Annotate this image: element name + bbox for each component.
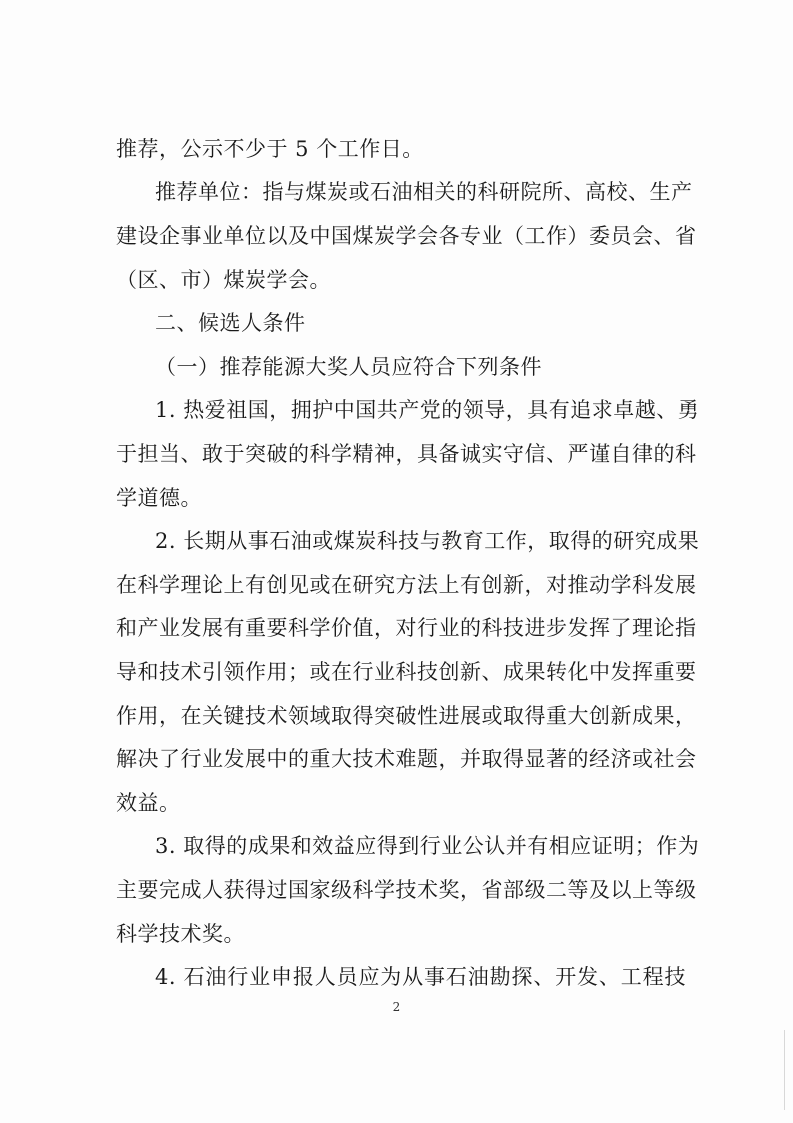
text-line: 科学技术奖。 bbox=[116, 922, 245, 946]
text-line: 2. 长期从事石油或煤炭科技与教育工作，取得的研究成果 bbox=[155, 529, 700, 553]
text-line: 解决了行业发展中的重大技术难题，并取得显著的经济或社会 bbox=[116, 747, 697, 771]
text-line: 推荐，公示不少于 5 个工作日。 bbox=[116, 137, 424, 161]
scan-edge-shadow bbox=[784, 1030, 785, 1110]
text-line: 和产业发展有重要科学价值，对行业的科技进步发挥了理论指 bbox=[116, 616, 697, 640]
text-line: 导和技术引领作用；或在行业科技创新、成果转化中发挥重要 bbox=[116, 660, 697, 684]
section-heading: 二、候选人条件 bbox=[155, 311, 306, 335]
text-line: 推荐单位：指与煤炭或石油相关的科研院所、高校、生产 bbox=[155, 180, 693, 204]
page-number: 2 bbox=[392, 1000, 401, 1014]
text-line: 学道德。 bbox=[116, 486, 202, 510]
subsection-heading: （一）推荐能源大奖人员应符合下列条件 bbox=[155, 355, 542, 379]
text-line: 4. 石油行业申报人员应为从事石油勘探、开发、工程技 bbox=[155, 965, 686, 989]
text-line: 在科学理论上有创见或在研究方法上有创新，对推动学科发展 bbox=[116, 573, 697, 597]
text-line: 建设企事业单位以及中国煤炭学会各专业（工作）委员会、省 bbox=[116, 224, 697, 248]
text-line: （区、市）煤炭学会。 bbox=[116, 268, 331, 292]
text-line: 于担当、敢于突破的科学精神，具备诚实守信、严谨自律的科 bbox=[116, 442, 697, 466]
text-line: 效益。 bbox=[116, 791, 181, 815]
text-line: 主要完成人获得过国家级科学技术奖，省部级二等及以上等级 bbox=[116, 878, 697, 902]
text-line: 1. 热爱祖国，拥护中国共产党的领导，具有追求卓越、勇 bbox=[155, 398, 700, 422]
text-line: 作用，在关键技术领域取得突破性进展或取得重大创新成果， bbox=[116, 704, 697, 728]
text-line: 3. 取得的成果和效益应得到行业公认并有相应证明；作为 bbox=[155, 834, 700, 858]
